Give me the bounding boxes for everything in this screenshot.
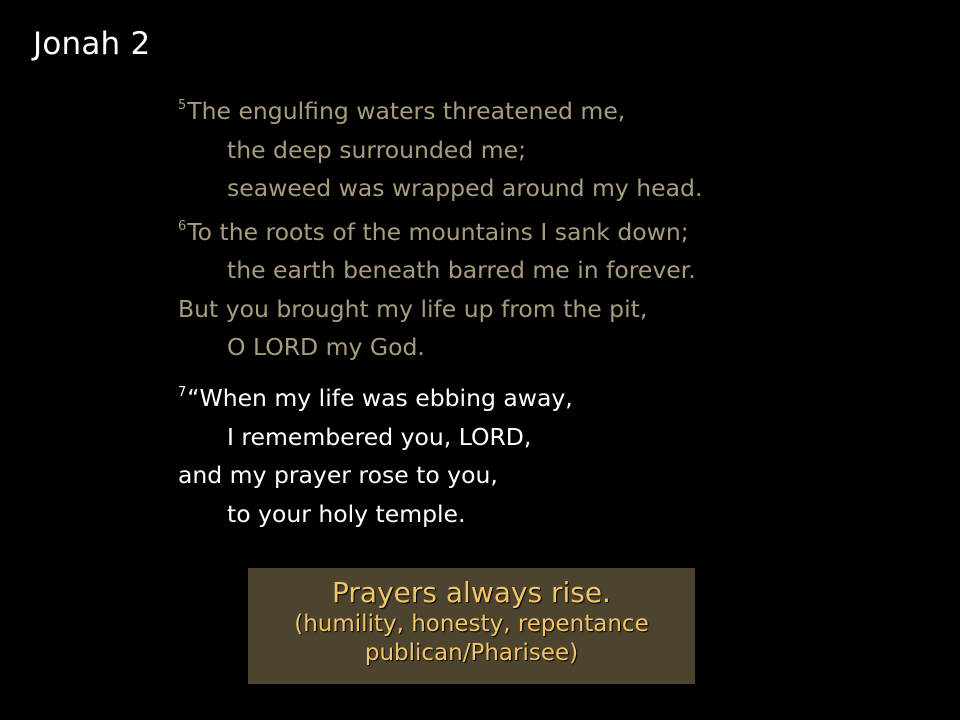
callout-box: [248, 568, 695, 684]
verse-line: [178, 328, 898, 367]
verse-line: [178, 169, 898, 208]
verse-text: But you brought my life up from the pit,: [178, 294, 648, 323]
callout-heading: Prayers always rise.: [332, 576, 611, 609]
verse-line: [178, 374, 898, 418]
callout-line: (humility, honesty, repentance: [294, 611, 649, 637]
verse-line: [178, 495, 898, 534]
callout-line: publican/Pharisee): [364, 640, 579, 666]
verse-text: and my prayer rose to you,: [178, 461, 498, 489]
verse-number: 7: [178, 385, 187, 400]
slide-title: Jonah 2: [33, 26, 151, 62]
verse-line: [178, 131, 898, 170]
verse-text: “When my life was ebbing away,: [187, 384, 573, 412]
verse-line: [178, 208, 898, 252]
passage-verses-5-6: [178, 87, 898, 367]
verse-text: O LORD my God.: [227, 333, 425, 361]
verse-text: seaweed was wrapped around my head.: [227, 174, 703, 202]
verse-line: [178, 251, 898, 290]
verse-text: To the roots of the mountains I sank down;: [187, 217, 689, 246]
verse-text: the earth beneath barred me in forever.: [227, 256, 696, 284]
verse-line: [178, 290, 898, 329]
verse-text: the deep surrounded me;: [227, 135, 526, 164]
verse-line: [178, 418, 898, 457]
passage-verse-7: [178, 374, 898, 533]
verse-number: 6: [178, 218, 187, 234]
verse-text: The engulfing waters threatened me,: [187, 97, 626, 125]
verse-line: [178, 87, 898, 131]
verse-number: 5: [178, 98, 187, 113]
verse-text: to your holy temple.: [227, 499, 466, 528]
verse-line: [178, 456, 898, 495]
verse-text: I remembered you, LORD,: [227, 422, 532, 451]
